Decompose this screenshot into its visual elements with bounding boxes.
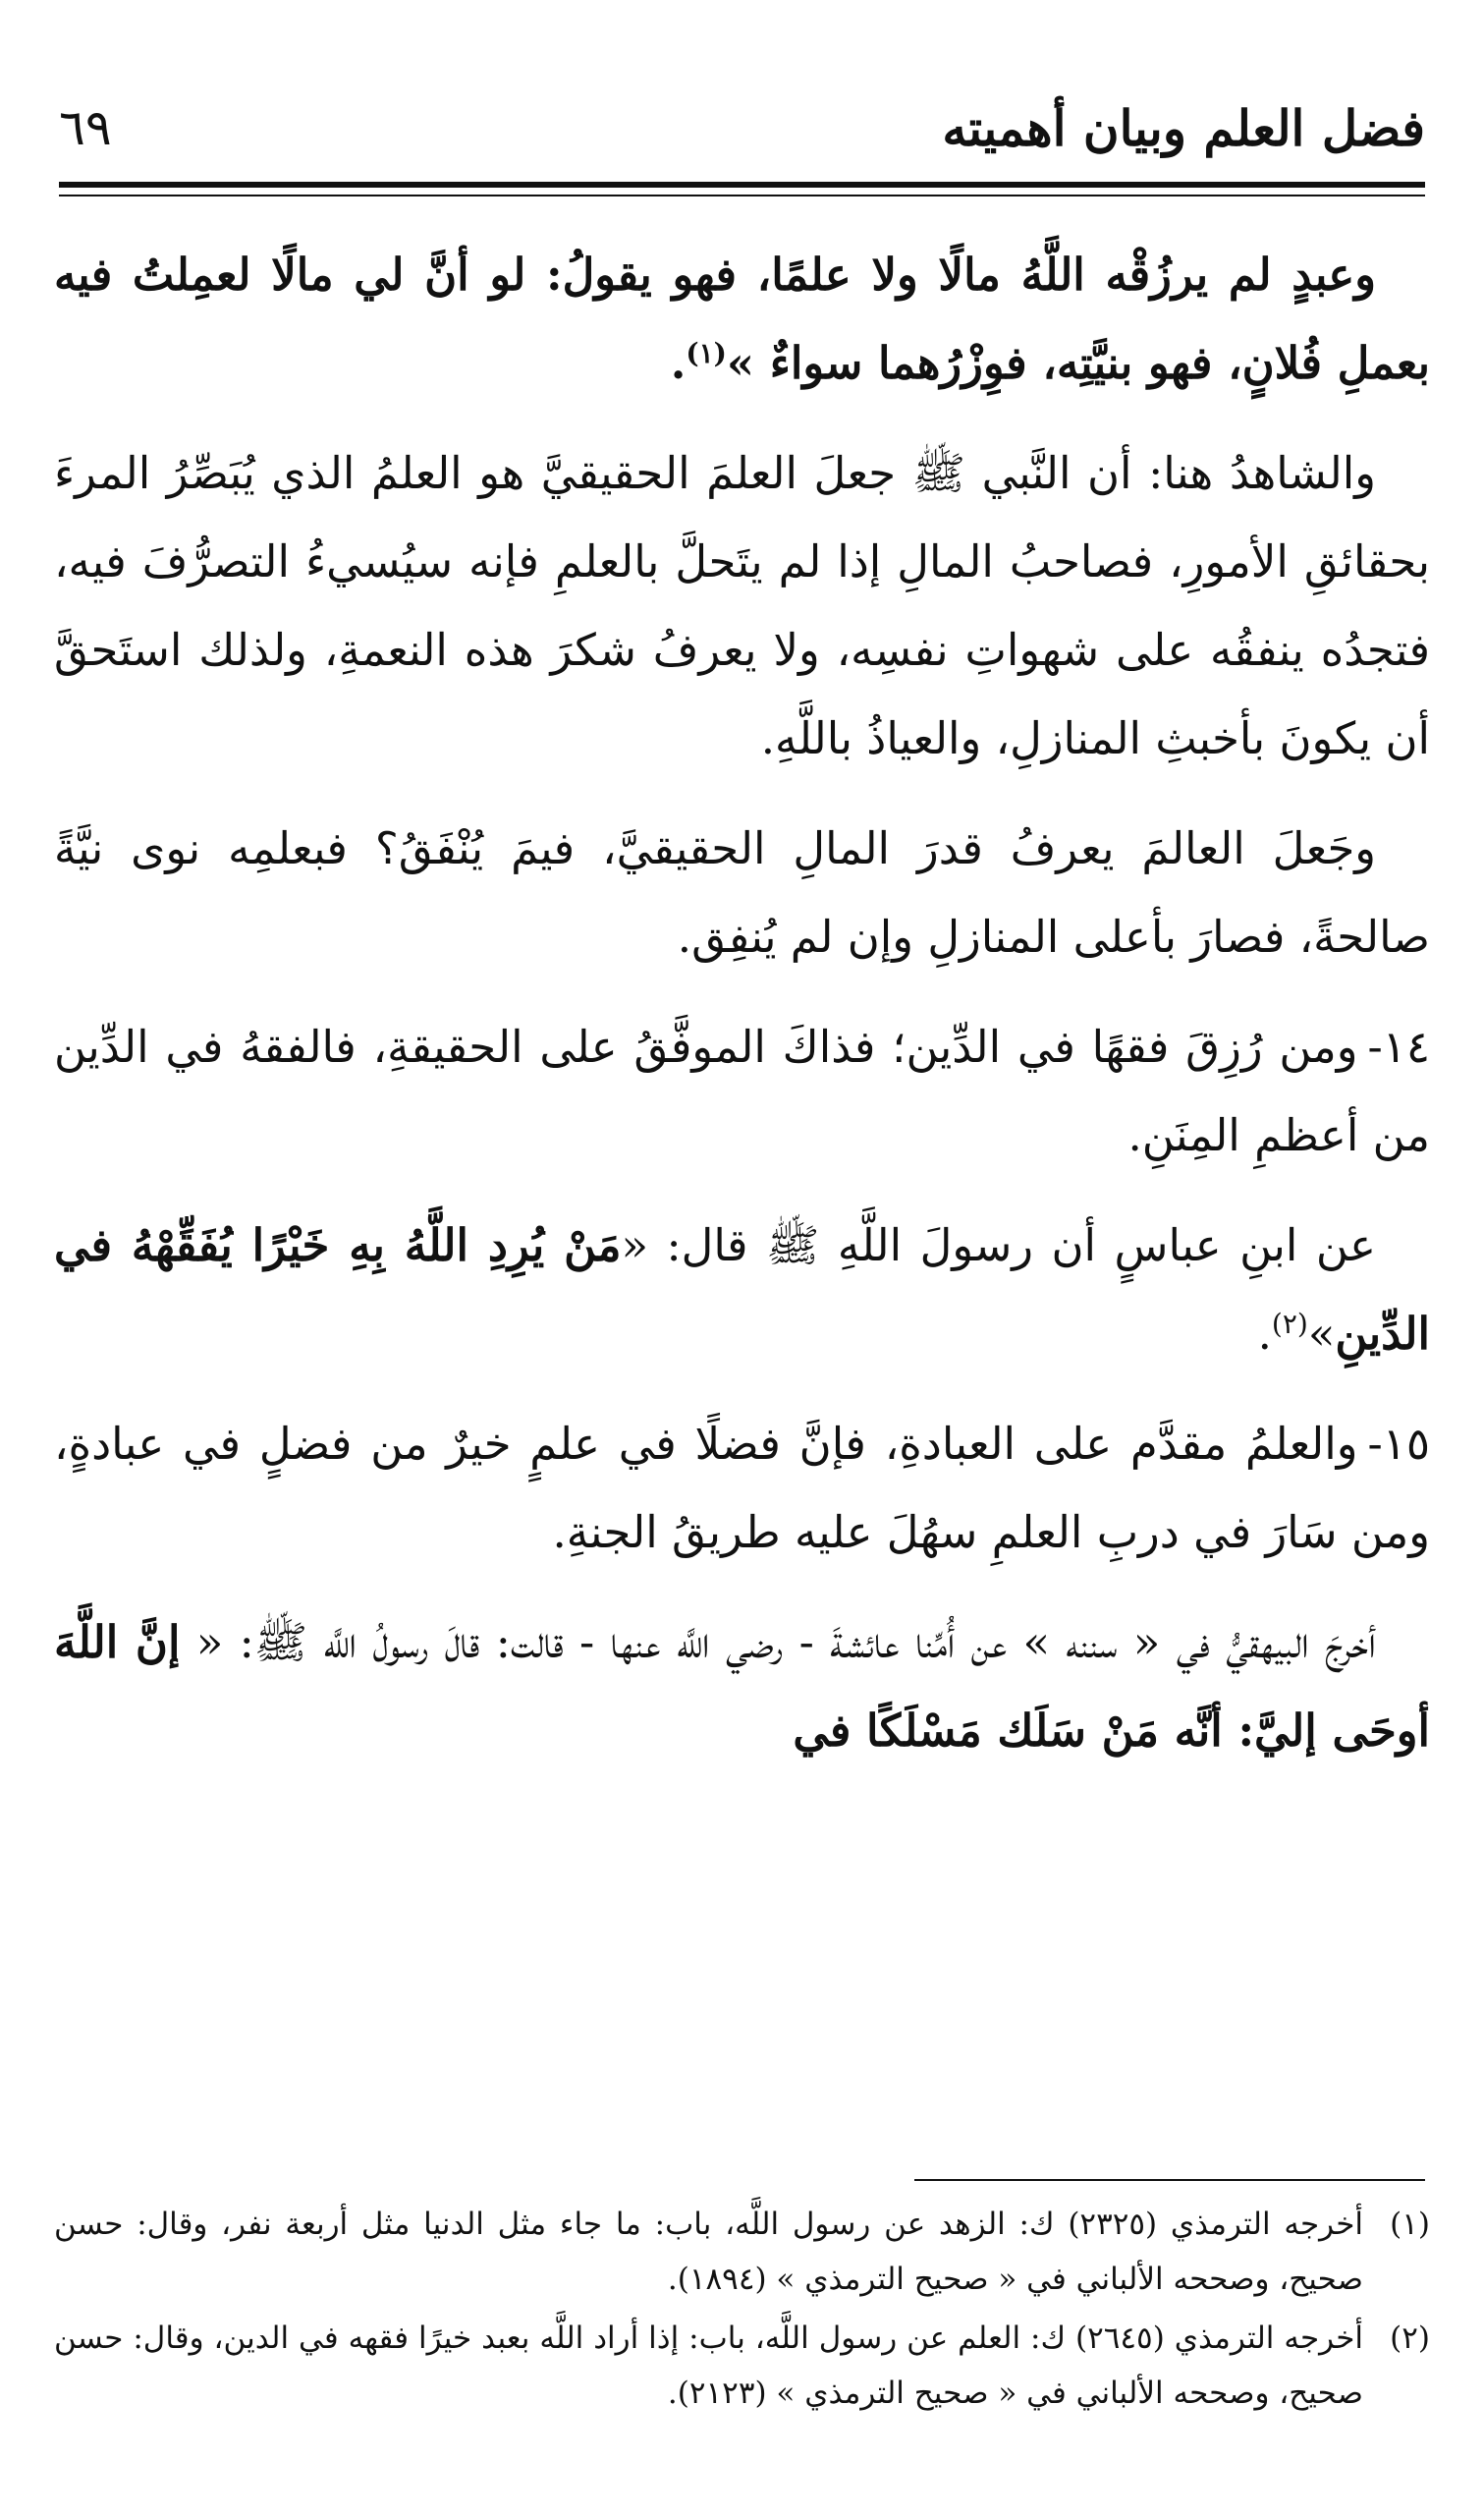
header-rule-thick	[59, 182, 1425, 188]
page-number: ٦٩	[59, 99, 112, 156]
footnote-ref-2[interactable]: (٢)	[1271, 1308, 1308, 1340]
header-rule-thin	[59, 195, 1425, 196]
paragraph-evidence: والشاهدُ هنا: أن النَّبي ﷺ جعلَ العلمَ الحقيقيَّ هو العلمُ الذي يُبَصِّرُ المرءَ بحقائقِ الأمورِ، فصاحبُ المالِ إذا لم يتَحلَّ بالعلمِ فإنه سيُسيءُ التصرُّفَ فيه، فتجدُه ينفقُه على شهواتِ نفسِه، ولا يعرفُ شكرَ هذه النعمةِ، ولذلك استَحقَّ أن يكونَ بأخبثِ المنازلِ، والعياذُ باللَّهِ.	[54, 447, 1430, 764]
footnote-text: أخرجه الترمذي (٢٦٤٥) ك: العلم عن رسول اللَّه، باب: إذا أراد اللَّه بعبد خيرًا فقهه في الدين، وقال: حسن صحيح، وصححه الألباني في « صحيح الترمذي » (٢١٢٣).	[54, 2320, 1364, 2411]
paragraph-text: وعبدٍ لم يرزُقْه اللَّهُ مالًا ولا علمًا، فهو يقولُ: لو أنَّ لي مالًا لعمِلتُ فيه بعملِ فُلانٍ، فهو بنيَّتِه، فوِزْرُهما سواءٌ »	[54, 249, 1430, 389]
paragraph-scholar: وجَعلَ العالمَ يعرفُ قدرَ المالِ الحقيقيَّ، فيمَ يُنْفَقُ؟ فبعلمِه نوى نيَّةً صالحةً، فصارَ بأعلى المنازلِ وإن لم يُنفِق.	[54, 822, 1430, 963]
punctuation: .	[670, 337, 687, 389]
point-text: ومن رُزِقَ فقهًا في الدِّين؛ فذاكَ الموفَّقُ على الحقيقةِ، فالفقهُ في الدِّين من أعظمِ المِنَنِ.	[54, 1021, 1430, 1161]
footnote-ref-1[interactable]: (١)	[686, 337, 727, 369]
hadith-text: إنَّ اللَّهَ أوحَى إليَّ: أنَّه مَنْ سَلَك مَسْلَكًا في	[54, 1616, 1430, 1757]
footnote-2	[54, 2311, 1430, 2421]
footnote-text: أخرجه الترمذي (٢٣٢٥) ك: الزهد عن رسول اللَّه، باب: ما جاء مثل الدنيا مثل أربعة نفر، وقال: حسن صحيح، وصححه الألباني في « صحيح الترمذي » (١٨٩٤).	[54, 2207, 1363, 2297]
footnote-number: (٢)	[1390, 2320, 1430, 2356]
hadith-intro: أخرجَ البيهقيُّ في « سننه » عن أُمِّنا عائشةَ - رضي اللَّه عنها - قالت: قالَ رسولُ اللَّه ﷺ: «	[195, 1616, 1376, 1668]
numbered-point-14	[54, 1003, 1430, 1180]
paragraph-hadith-end	[54, 231, 1430, 408]
footnote-number: (١)	[1390, 2207, 1430, 2242]
footnotes	[54, 2197, 1430, 2425]
header-title: فضل العلم وبيان أهميته	[942, 98, 1425, 157]
punctuation: .	[1257, 1308, 1272, 1360]
footnote-1	[54, 2197, 1430, 2307]
numbered-point-15	[54, 1400, 1430, 1577]
point-number: ١٥-	[1367, 1418, 1430, 1470]
hadith-text: مَنْ يُرِدِ اللَّهُ بِهِ خَيْرًا يُفَقِّهْهُ في الدِّينِ	[54, 1219, 1430, 1360]
running-header	[59, 88, 1425, 167]
point-text: والعلمُ مقدَّم على العبادةِ، فإنَّ فضلًا في علمٍ خيرٌ من فضلٍ في عبادةٍ، ومن سَارَ في دربِ العلمِ سهُلَ عليه طريقُ الجنةِ.	[54, 1418, 1430, 1558]
main-text	[54, 231, 1430, 1797]
paragraph-hadith-ibn-abbas	[54, 1202, 1430, 1378]
hadith-intro: عن ابنِ عباسٍ أن رسولَ اللَّهِ ﷺ قال: «	[621, 1219, 1377, 1271]
paragraph-hadith-aisha	[54, 1598, 1430, 1775]
point-number: ١٤-	[1367, 1021, 1430, 1073]
quote-close: »	[1307, 1308, 1336, 1360]
footnote-separator	[914, 2179, 1425, 2181]
